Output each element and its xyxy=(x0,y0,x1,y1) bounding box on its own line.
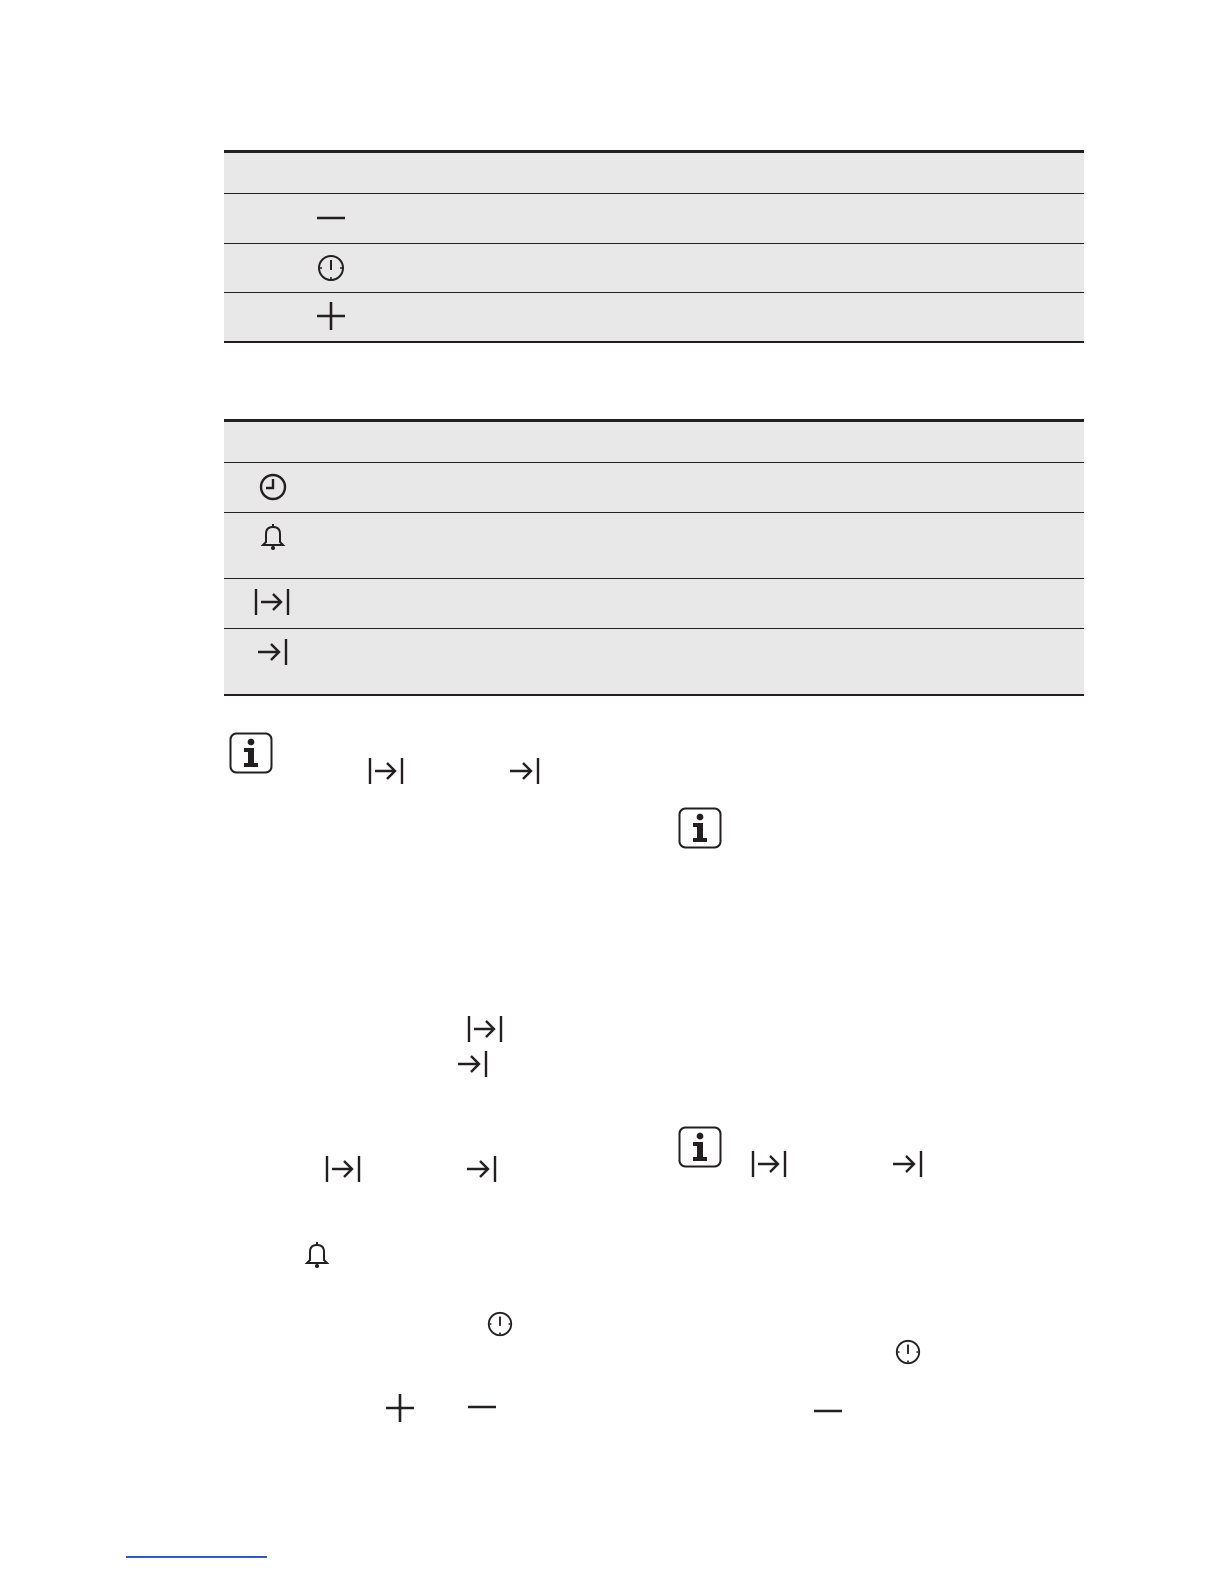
duration-icon xyxy=(466,1014,504,1044)
plus-icon xyxy=(385,1393,415,1423)
duration-icon xyxy=(750,1149,788,1179)
bell-icon xyxy=(258,521,288,551)
clock-icon xyxy=(486,1310,514,1338)
time-of-day-icon xyxy=(258,472,288,502)
table-header xyxy=(224,150,1084,194)
table-row xyxy=(224,244,1084,294)
minus-icon xyxy=(316,203,346,233)
end-time-icon xyxy=(464,1154,498,1184)
table-row xyxy=(224,629,1084,696)
functions-table xyxy=(224,419,1084,696)
table-row xyxy=(224,463,1084,513)
buttons-table xyxy=(224,150,1084,343)
table-row xyxy=(224,513,1084,580)
end-time-icon xyxy=(507,756,541,786)
minus-icon xyxy=(467,1392,497,1422)
info-icon xyxy=(678,807,722,849)
duration-icon xyxy=(324,1154,362,1184)
duration-icon xyxy=(254,587,290,617)
footer-link-underline xyxy=(126,1556,267,1558)
info-icon xyxy=(229,732,273,774)
bell-icon xyxy=(302,1239,332,1269)
plus-icon xyxy=(316,301,346,331)
minus-icon xyxy=(813,1396,843,1426)
clock-icon xyxy=(316,253,346,283)
end-time-icon xyxy=(256,637,288,667)
table-row xyxy=(224,579,1084,629)
table-row xyxy=(224,293,1084,343)
duration-icon xyxy=(367,756,405,786)
table-row xyxy=(224,194,1084,244)
info-icon xyxy=(678,1126,722,1168)
clock-icon xyxy=(894,1338,922,1366)
end-time-icon xyxy=(890,1149,924,1179)
end-time-icon xyxy=(455,1049,489,1079)
table-header xyxy=(224,419,1084,463)
